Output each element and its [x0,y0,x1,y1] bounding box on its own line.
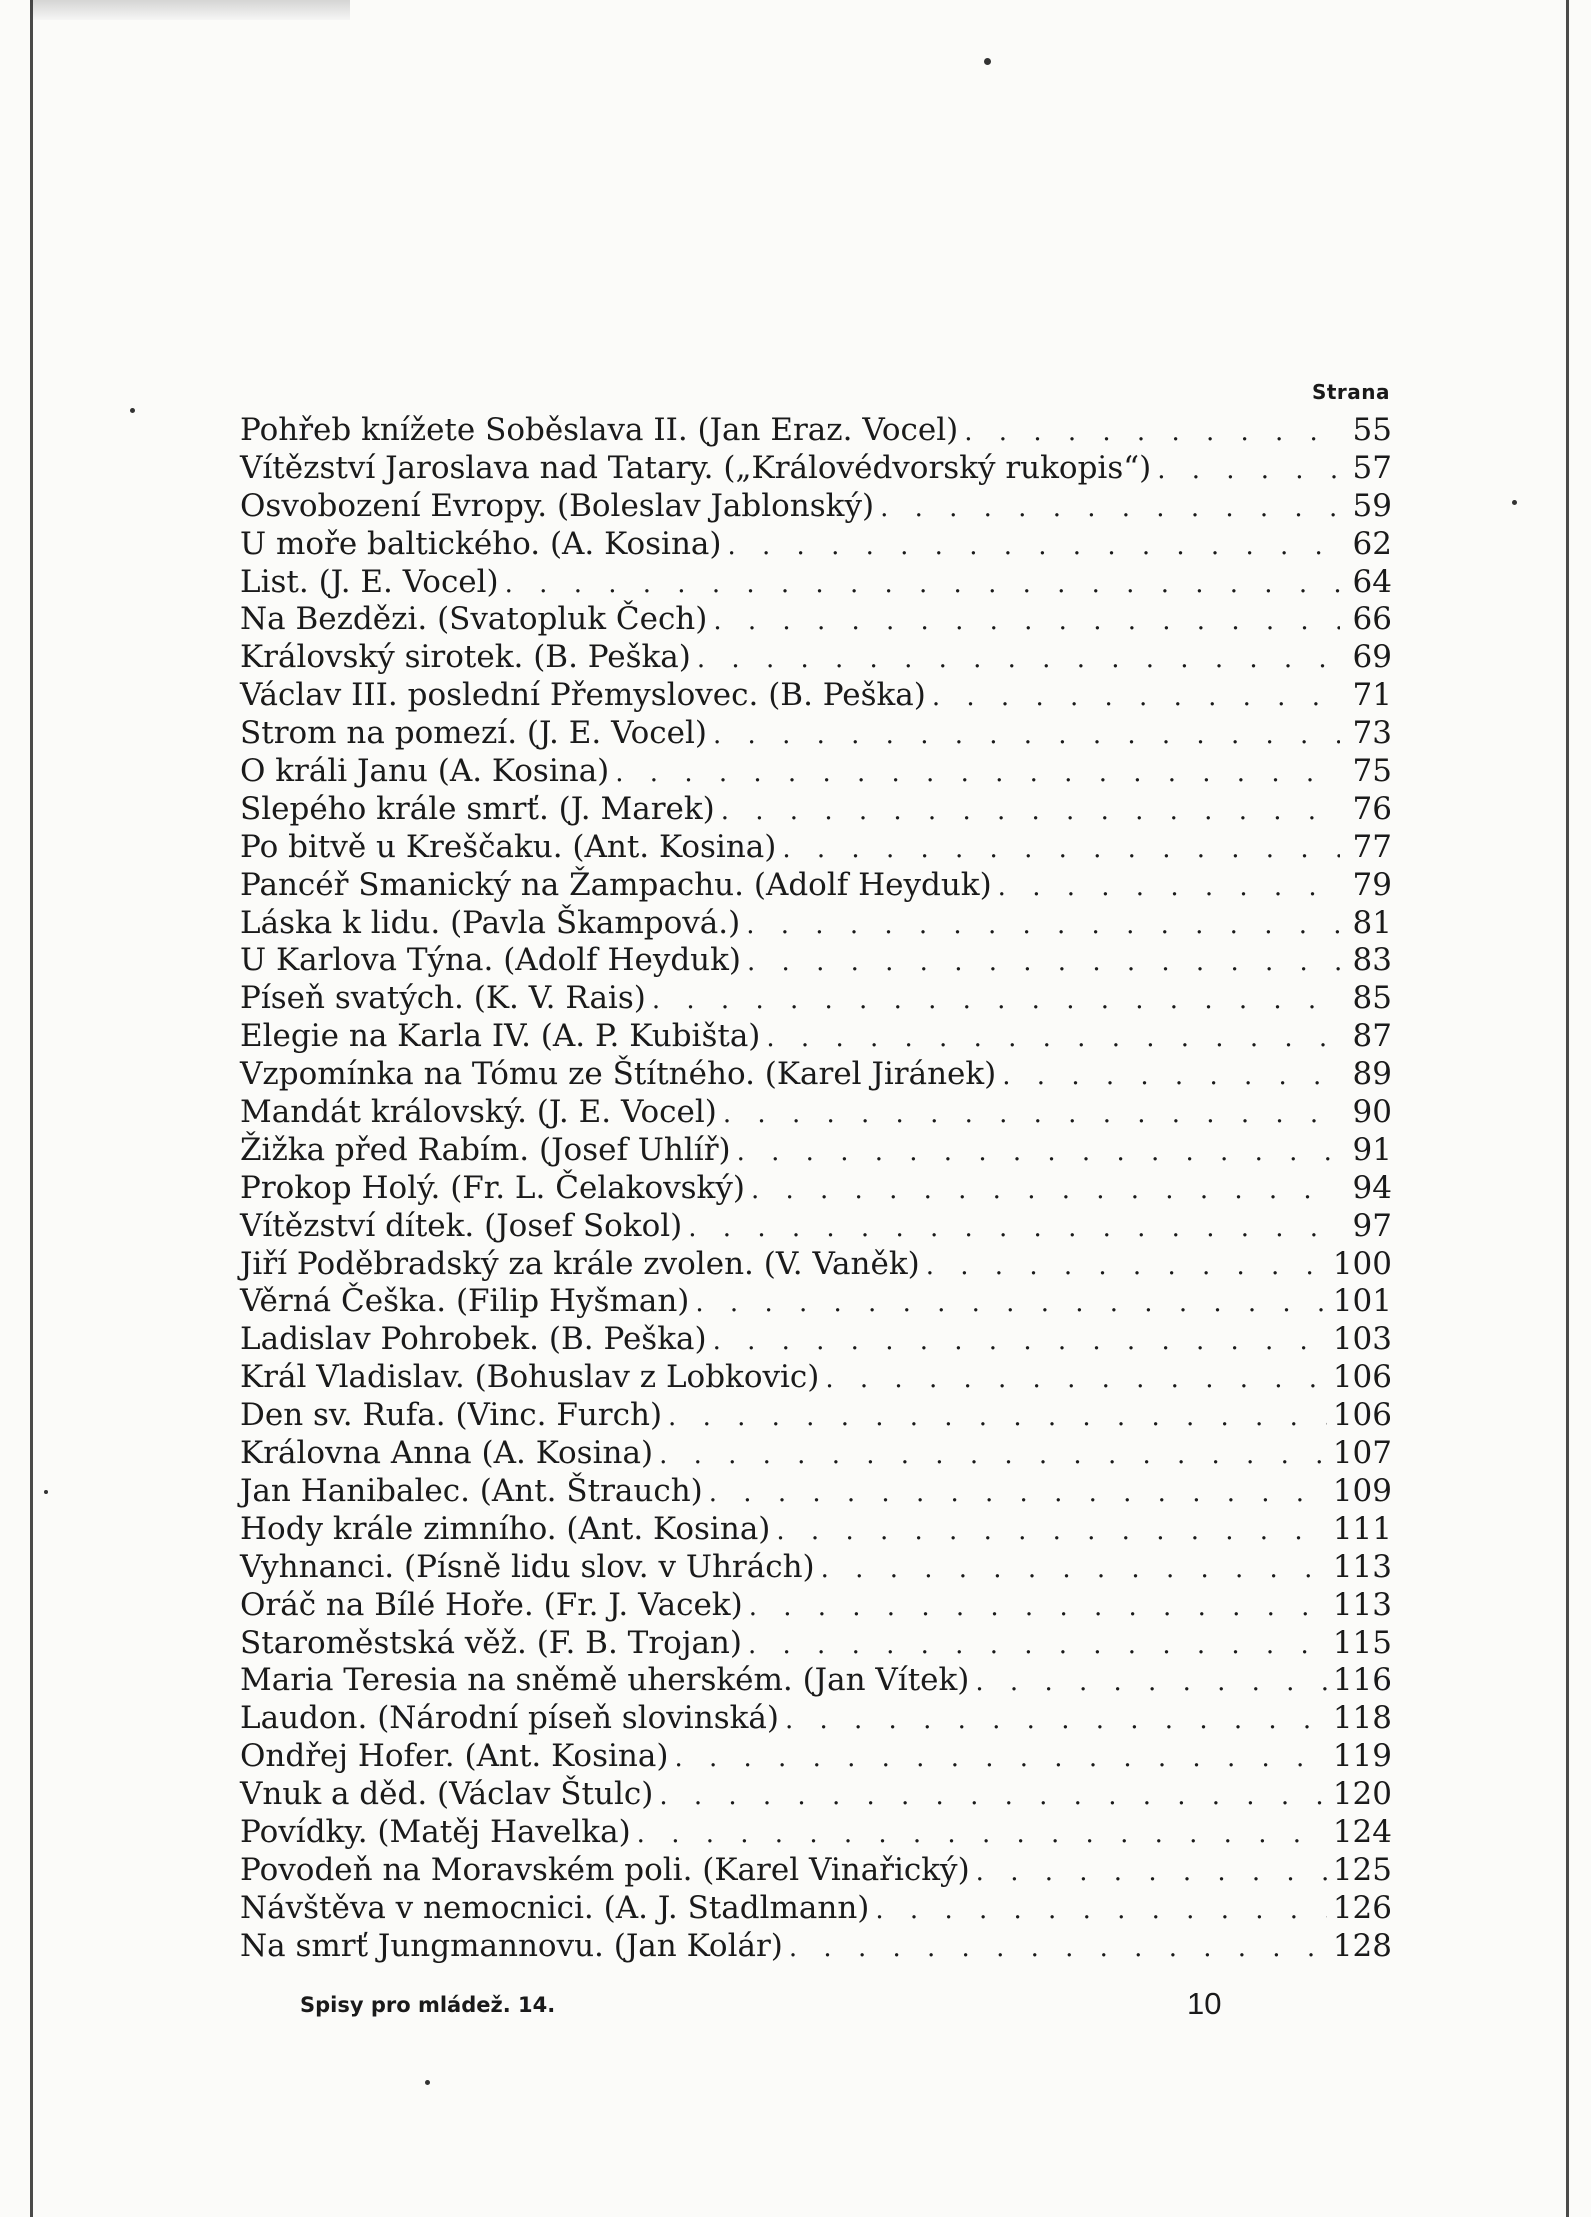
toc-entry-title: Osvobození Evropy. (Boleslav Jablonský) [240,487,875,524]
toc-entry-page: 126 [1332,1889,1392,1926]
toc-entry [240,1132,1392,1170]
toc-entry [240,980,1392,1018]
toc-entry [240,1662,1392,1700]
toc-entry [240,639,1392,677]
toc-entry-page: 115 [1332,1624,1392,1661]
table-of-contents [240,412,1392,1966]
toc-entry [240,1056,1392,1094]
toc-entry [240,791,1392,829]
toc-entry-title: Vnuk a děd. (Václav Štulc) [240,1776,654,1813]
toc-leader-dots [615,755,1340,793]
toc-entry [240,715,1392,753]
toc-entry-page: 91 [1352,1131,1392,1168]
toc-leader-dots [659,1778,1327,1816]
toc-entry-title: Elegie na Karla IV. (A. P. Kubišta) [240,1018,761,1055]
toc-leader-dots [637,1816,1327,1854]
toc-entry-page: 120 [1332,1776,1392,1813]
toc-entry [240,1094,1392,1132]
toc-entry-page: 111 [1332,1510,1392,1547]
toc-entry-title: Strom na pomezí. (J. E. Vocel) [240,715,708,752]
toc-entry [240,1473,1392,1511]
toc-entry-title: Píseň svatých. (K. V. Rais) [240,980,646,1017]
toc-entry-page: 118 [1332,1700,1392,1737]
toc-entry-title: List. (J. E. Vocel) [240,563,499,600]
toc-entry [240,1625,1392,1663]
toc-entry-page: 55 [1352,412,1392,448]
toc-entry-page: 107 [1332,1435,1392,1472]
toc-leader-dots [728,528,1341,566]
toc-entry-title: Na smrť Jungmannovu. (Jan Kolár) [240,1927,783,1964]
toc-entry [240,1776,1392,1814]
toc-entry-title: U Karlova Týna. (Adolf Heyduk) [240,942,742,979]
toc-entry [240,1738,1392,1776]
toc-entry-title: Oráč na Bílé Hoře. (Fr. J. Vacek) [240,1586,743,1623]
toc-entry-page: 62 [1352,525,1392,562]
toc-entry-page: 79 [1352,866,1392,903]
toc-entry-page: 116 [1332,1662,1392,1699]
toc-entry-title: Václav III. poslední Přemyslovec. (B. Peška) [240,677,926,714]
toc-entry-title: Jiří Poděbradský za krále zvolen. (V. Vaněk) [240,1245,920,1282]
page-border-left [30,0,33,2217]
toc-entry [240,1435,1392,1473]
toc-entry-page: 106 [1332,1397,1392,1434]
toc-entry [240,1283,1392,1321]
toc-leader-dots [932,679,1340,717]
toc-entry [240,564,1392,602]
toc-entry [240,1700,1392,1738]
toc-entry [240,601,1392,639]
toc-entry-title: Staroměstská věž. (F. B. Trojan) [240,1624,742,1661]
toc-entry-title: Hody krále zimního. (Ant. Kosina) [240,1510,771,1547]
toc-leader-dots [751,1172,1340,1210]
toc-leader-dots [1002,1058,1340,1096]
toc-leader-dots [748,1627,1327,1665]
toc-entry [240,412,1392,450]
toc-entry [240,1852,1392,1890]
toc-entry-title: Láska k lidu. (Pavla Škampová.) [240,904,741,941]
signature-number: 10 [1187,1986,1222,2021]
toc-entry [240,867,1392,905]
toc-entry [240,1890,1392,1928]
toc-entry-page: 81 [1352,904,1392,941]
toc-entry-page: 94 [1352,1169,1392,1206]
toc-entry-title: Vítězství dítek. (Josef Sokol) [240,1207,683,1244]
toc-entry-page: 64 [1352,563,1392,600]
toc-entry-title: Návštěva v nemocnici. (A. J. Stadlmann) [240,1889,870,1926]
toc-entry-page: 100 [1332,1245,1392,1282]
toc-leader-dots [747,944,1340,982]
toc-leader-dots [505,566,1340,604]
toc-leader-dots [668,1399,1327,1437]
scan-speck [1512,500,1517,505]
toc-entry-title: Královský sirotek. (B. Peška) [240,639,691,676]
page-column-label: Strana [1311,380,1390,404]
toc-entry-title: O králi Janu (A. Kosina) [240,753,610,790]
toc-leader-dots [695,1285,1326,1323]
toc-leader-dots [709,1475,1327,1513]
toc-leader-dots [964,414,1340,452]
toc-entry [240,1814,1392,1852]
toc-leader-dots [721,793,1340,831]
scan-speck [425,2080,430,2085]
toc-entry [240,450,1392,488]
toc-entry [240,1549,1392,1587]
toc-entry [240,1170,1392,1208]
toc-entry-page: 85 [1352,980,1392,1017]
toc-entry-page: 83 [1352,942,1392,979]
toc-entry [240,1321,1392,1359]
toc-entry [240,1359,1392,1397]
toc-leader-dots [659,1437,1327,1475]
toc-entry-title: Vítězství Jaroslava nad Tatary. („Královédvorský rukopis“) [240,449,1152,486]
toc-entry-title: Maria Teresia na sněmě uherském. (Jan Vítek) [240,1662,970,1699]
toc-leader-dots [789,1930,1327,1968]
toc-entry-page: 113 [1332,1548,1392,1585]
toc-entry-title: Vyhnanci. (Písně lidu slov. v Uhrách) [240,1548,815,1585]
scan-speck [984,58,991,65]
toc-leader-dots [766,1020,1340,1058]
toc-entry-page: 124 [1332,1813,1392,1850]
toc-leader-dots [926,1248,1327,1286]
toc-leader-dots [975,1664,1326,1702]
toc-entry-title: Pohřeb knížete Soběslava II. (Jan Eraz. Vocel) [240,412,959,448]
toc-entry-page: 101 [1332,1283,1392,1320]
toc-entry-title: Po bitvě u Kreščaku. (Ant. Kosina) [240,828,777,865]
toc-entry-title: Prokop Holý. (Fr. L. Čelakovský) [240,1169,745,1206]
toc-entry [240,942,1392,980]
toc-entry [240,1587,1392,1625]
toc-entry [240,829,1392,867]
toc-entry [240,905,1392,943]
toc-entry-page: 125 [1332,1851,1392,1888]
toc-entry-title: Mandát královský. (J. E. Vocel) [240,1094,717,1131]
toc-entry-page: 106 [1332,1359,1392,1396]
toc-entry-title: Žižka před Rabím. (Josef Uhlíř) [240,1131,731,1168]
toc-entry-page: 128 [1332,1927,1392,1964]
toc-entry [240,1397,1392,1435]
toc-leader-dots [998,869,1340,907]
toc-entry-title: Pancéř Smanický na Žampachu. (Adolf Heyduk) [240,866,992,903]
toc-entry-title: Věrná Češka. (Filip Hyšman) [240,1283,690,1320]
toc-entry-page: 109 [1332,1472,1392,1509]
toc-entry [240,1208,1392,1246]
series-footer: Spisy pro mládež. 14. [300,1993,556,2017]
scan-speck [44,1490,48,1494]
toc-leader-dots [1157,452,1340,490]
toc-entry-page: 89 [1352,1056,1392,1093]
toc-entry [240,526,1392,564]
toc-entry-title: Jan Hanibalec. (Ant. Štrauch) [240,1472,703,1509]
toc-entry [240,1018,1392,1056]
toc-leader-dots [825,1361,1326,1399]
toc-entry [240,1246,1392,1284]
toc-entry-page: 97 [1352,1207,1392,1244]
toc-entry-page: 73 [1352,715,1392,752]
toc-entry-title: Ladislav Pohrobek. (B. Peška) [240,1321,707,1358]
toc-entry-title: Na Bezdězi. (Svatopluk Čech) [240,601,708,638]
scan-edge [30,0,350,20]
toc-entry-page: 66 [1352,601,1392,638]
toc-entry-title: Vzpomínka na Tómu ze Štítného. (Karel Jiránek) [240,1056,997,1093]
toc-entry-page: 103 [1332,1321,1392,1358]
toc-leader-dots [875,1892,1326,1930]
toc-leader-dots [713,603,1340,641]
toc-leader-dots [821,1551,1327,1589]
toc-entry-title: U moře baltického. (A. Kosina) [240,525,722,562]
toc-leader-dots [746,907,1340,945]
toc-leader-dots [976,1854,1327,1892]
toc-entry-page: 76 [1352,790,1392,827]
toc-leader-dots [652,982,1340,1020]
toc-entry-page: 57 [1352,449,1392,486]
toc-entry [240,1928,1392,1966]
toc-entry-page: 75 [1352,753,1392,790]
toc-leader-dots [749,1589,1327,1627]
toc-leader-dots [785,1702,1327,1740]
page-border-right [1566,0,1569,2217]
toc-entry-page: 69 [1352,639,1392,676]
toc-leader-dots [880,490,1340,528]
toc-entry-title: Král Vladislav. (Bohuslav z Lobkovic) [240,1359,820,1396]
toc-leader-dots [688,1210,1340,1248]
toc-entry-page: 71 [1352,677,1392,714]
toc-entry-title: Slepého krále smrť. (J. Marek) [240,790,715,827]
toc-entry-title: Ondřej Hofer. (Ant. Kosina) [240,1738,669,1775]
toc-entry-page: 113 [1332,1586,1392,1623]
toc-entry-page: 90 [1352,1094,1392,1131]
toc-entry [240,677,1392,715]
toc-entry-page: 77 [1352,828,1392,865]
toc-leader-dots [713,1323,1327,1361]
toc-leader-dots [697,641,1340,679]
toc-entry-title: Královna Anna (A. Kosina) [240,1435,654,1472]
toc-entry-title: Povídky. (Matěj Havelka) [240,1813,631,1850]
toc-entry-page: 59 [1352,487,1392,524]
toc-leader-dots [723,1096,1340,1134]
toc-entry-title: Laudon. (Národní píseň slovinská) [240,1700,779,1737]
toc-leader-dots [737,1134,1340,1172]
toc-entry-page: 87 [1352,1018,1392,1055]
toc-leader-dots [776,1513,1326,1551]
toc-entry-title: Den sv. Rufa. (Vinc. Furch) [240,1397,663,1434]
toc-entry-title: Povodeň na Moravském poli. (Karel Vinařický) [240,1851,970,1888]
toc-leader-dots [713,717,1340,755]
toc-entry [240,488,1392,526]
toc-entry [240,753,1392,791]
toc-leader-dots [674,1740,1326,1778]
scan-speck [130,408,135,413]
toc-entry [240,1511,1392,1549]
toc-leader-dots [782,831,1340,869]
toc-entry-page: 119 [1332,1738,1392,1775]
